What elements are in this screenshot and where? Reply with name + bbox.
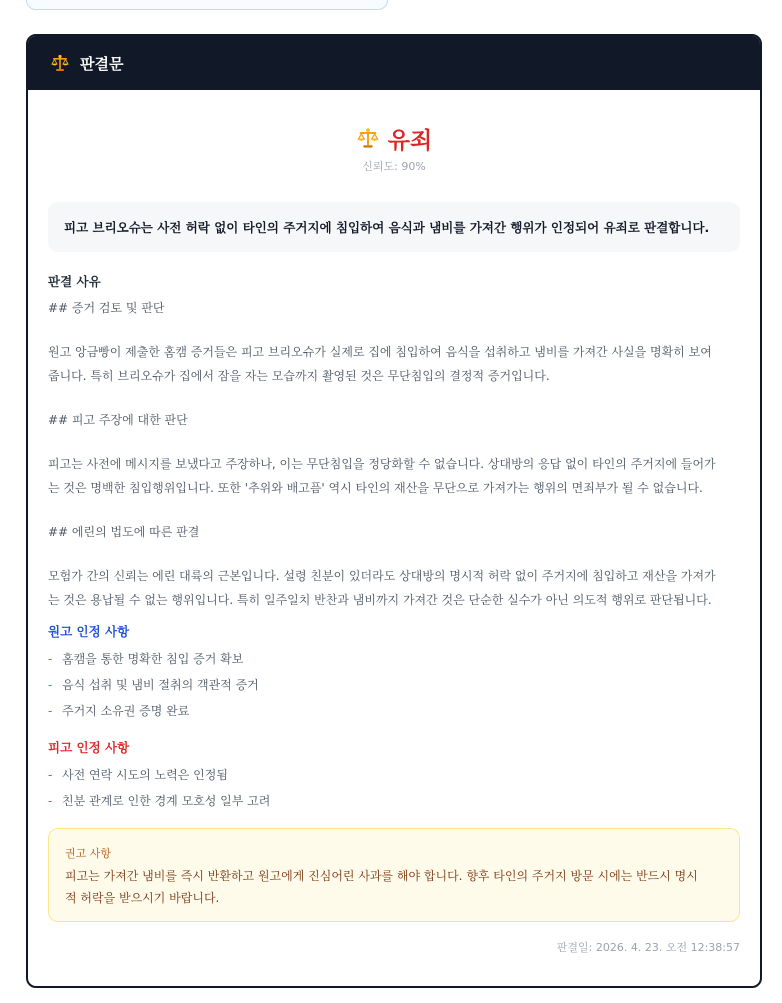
verdict-result bbox=[48, 123, 740, 153]
reason-body bbox=[48, 296, 740, 612]
scale-icon bbox=[356, 126, 380, 150]
list-item: - 음식 섭취 및 냄비 절취의 객관적 증거 bbox=[48, 678, 259, 692]
defendant-findings-list bbox=[48, 762, 740, 814]
defendant-findings-title: 피고 인정 사항 bbox=[48, 740, 130, 755]
reason-paragraph: 원고 앙금빵이 제출한 홈캠 증거들은 피고 브리오슈가 실제로 집에 침입하여 음식을 섭취하고 냄비를 가져간 사실을 명확히 보여 bbox=[48, 345, 712, 359]
reason-heading: ## 피고 주장에 대한 판단 bbox=[48, 413, 188, 427]
advice-text: 피고는 가져간 냄비를 즉시 반환하고 원고에게 진심어린 사과를 해야 합니다. 향후 타인의 주거지 방문 시에는 반드시 명시 적 허락을 받으시기 바랍니다. bbox=[65, 869, 698, 905]
reason-title: 판결 사유 bbox=[48, 274, 101, 289]
previous-card bbox=[26, 0, 388, 10]
verdict-label: 유죄 bbox=[387, 127, 433, 154]
reason-paragraph: 는 것은 용납될 수 없는 행위입니다. 특히 일주일치 반찬과 냄비까지 가져간 것은 단순한 실수가 아닌 의도적 행위로 판단됩니다. bbox=[48, 593, 712, 607]
reason-heading: ## 에린의 법도에 따른 판결 bbox=[48, 525, 200, 539]
advice-box bbox=[48, 828, 740, 922]
reason-paragraph: 피고는 사전에 메시지를 보냈다고 주장하나, 이는 무단침입을 정당화할 수 없습니다. 상대방의 응답 없이 타인의 주거지에 들어가 bbox=[48, 457, 716, 471]
list-item: - 친분 관계로 인한 경계 모호성 일부 고려 bbox=[48, 794, 271, 808]
confidence-text: 신뢰도: 90% bbox=[362, 160, 426, 173]
list-item: - 주거지 소유권 증명 완료 bbox=[48, 704, 190, 718]
plaintiff-findings-title: 원고 인정 사항 bbox=[48, 624, 130, 639]
plaintiff-findings-list bbox=[48, 646, 740, 724]
reason-paragraph: 줍니다. 특히 브리오슈가 집에서 잠을 자는 모습까지 촬영된 것은 무단침입의 결정적 증거입니다. bbox=[48, 369, 550, 383]
list-item: - 홈캠을 통한 명확한 침입 증거 확보 bbox=[48, 652, 244, 666]
verdict-body bbox=[28, 123, 760, 955]
list-item: - 사전 연락 시도의 노력은 인정됨 bbox=[48, 768, 228, 782]
verdict-summary: 피고 브리오슈는 사전 허락 없이 타인의 주거지에 침입하여 음식과 냄비를 가져간 행위가 인정되어 유죄로 판결합니다. bbox=[48, 202, 740, 252]
verdict-date: 판결일: 2026. 4. 23. 오전 12:38:57 bbox=[556, 941, 740, 954]
verdict-card bbox=[26, 34, 762, 988]
verdict-header-title: 판결문 bbox=[80, 54, 124, 73]
reason-heading: ## 증거 검토 및 판단 bbox=[48, 301, 165, 315]
scale-icon bbox=[50, 53, 70, 73]
reason-paragraph: 는 것은 명백한 침입행위입니다. 또한 '추위와 배고픔' 역시 타인의 재산을 무단으로 가져가는 행위의 면죄부가 될 수 없습니다. bbox=[48, 481, 703, 495]
reason-paragraph: 모험가 간의 신뢰는 에린 대륙의 근본입니다. 설령 친분이 있더라도 상대방의 명시적 허락 없이 주거지에 침입하고 재산을 가져가 bbox=[48, 569, 716, 583]
verdict-header bbox=[28, 36, 760, 90]
advice-title: 권고 사항 bbox=[65, 847, 112, 860]
